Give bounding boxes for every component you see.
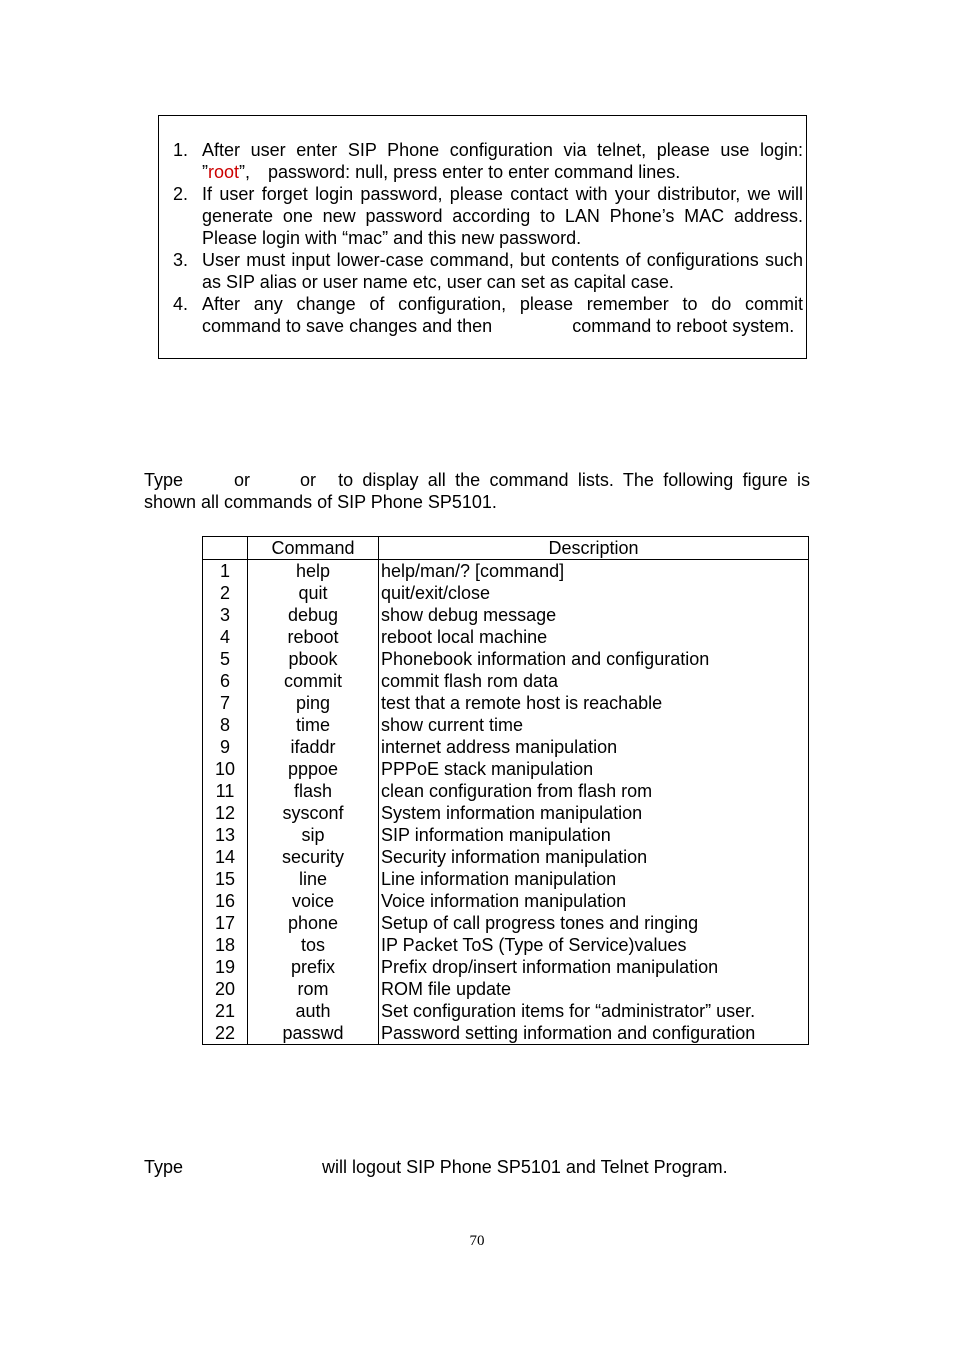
row-command: prefix: [248, 956, 379, 978]
note-text-post: command to reboot system.: [572, 316, 795, 336]
row-command: voice: [248, 890, 379, 912]
quit-paragraph: [144, 1156, 810, 1178]
row-command: sip: [248, 824, 379, 846]
row-description: show debug message: [379, 604, 809, 626]
table-row: [203, 582, 809, 604]
root-login-highlight: root: [208, 162, 240, 182]
table-row: [203, 956, 809, 978]
table-row: [203, 1000, 809, 1022]
note-item: [159, 293, 806, 337]
row-index: 1: [203, 560, 248, 583]
row-description: Phonebook information and configuration: [379, 648, 809, 670]
row-description: clean configuration from flash rom: [379, 780, 809, 802]
note-text: [202, 139, 803, 183]
row-index: 3: [203, 604, 248, 626]
row-index: 8: [203, 714, 248, 736]
note-text-pre: After any change of configuration, please remember to do commit command to save changes and then: [202, 294, 803, 336]
table-row: [203, 846, 809, 868]
row-index: 14: [203, 846, 248, 868]
row-description: commit flash rom data: [379, 670, 809, 692]
note-number: 2.: [173, 184, 189, 204]
row-description: internet address manipulation: [379, 736, 809, 758]
para-word: Type: [144, 1157, 184, 1177]
table-row: [203, 890, 809, 912]
row-command: line: [248, 868, 379, 890]
note-number: 4.: [173, 294, 189, 314]
row-index: 16: [203, 890, 248, 912]
row-description: Set configuration items for “administrator” user.: [379, 1000, 809, 1022]
row-command: passwd: [248, 1022, 379, 1045]
row-index: 9: [203, 736, 248, 758]
notes-box: [158, 115, 807, 359]
table-row: [203, 802, 809, 824]
table-row: [203, 912, 809, 934]
table-header-row: [203, 537, 809, 560]
notes-list: [159, 139, 806, 337]
note-number: 3.: [173, 250, 189, 270]
row-description: Line information manipulation: [379, 868, 809, 890]
note-text: User must input lower-case command, but contents of configurations such as SIP alias or user name etc, user can set as capital case.: [202, 250, 803, 292]
row-index: 4: [203, 626, 248, 648]
row-description: Voice information manipulation: [379, 890, 809, 912]
row-description: PPPoE stack manipulation: [379, 758, 809, 780]
row-command: phone: [248, 912, 379, 934]
page-number: 70: [469, 1233, 485, 1249]
row-command: rom: [248, 978, 379, 1000]
header-index: [203, 537, 248, 560]
row-description: ROM file update: [379, 978, 809, 1000]
row-description: test that a remote host is reachable: [379, 692, 809, 714]
row-index: 18: [203, 934, 248, 956]
row-description: System information manipulation: [379, 802, 809, 824]
table-row: [203, 978, 809, 1000]
row-description: Security information manipulation: [379, 846, 809, 868]
row-description: Password setting information and configuration: [379, 1022, 809, 1045]
row-description: IP Packet ToS (Type of Service)values: [379, 934, 809, 956]
note-item: [159, 249, 806, 293]
table-row: [203, 670, 809, 692]
row-command: time: [248, 714, 379, 736]
row-command: debug: [248, 604, 379, 626]
help-paragraph: [144, 469, 810, 513]
note-item: [159, 183, 806, 249]
note-item: [159, 139, 806, 183]
table-row: [203, 626, 809, 648]
command-table: [202, 536, 809, 1045]
row-description: SIP information manipulation: [379, 824, 809, 846]
row-description: quit/exit/close: [379, 582, 809, 604]
table-row: [203, 934, 809, 956]
row-index: 13: [203, 824, 248, 846]
header-description: Description: [379, 537, 809, 560]
row-index: 5: [203, 648, 248, 670]
row-command: pbook: [248, 648, 379, 670]
row-description: reboot local machine: [379, 626, 809, 648]
para-word: or: [300, 470, 317, 490]
table-row: [203, 648, 809, 670]
note-text: [202, 293, 803, 337]
para-word: or: [234, 470, 251, 490]
row-command: auth: [248, 1000, 379, 1022]
row-command: sysconf: [248, 802, 379, 824]
row-command: pppoe: [248, 758, 379, 780]
table-row: [203, 714, 809, 736]
row-description: help/man/? [command]: [379, 560, 809, 583]
row-command: reboot: [248, 626, 379, 648]
row-command: quit: [248, 582, 379, 604]
row-command: flash: [248, 780, 379, 802]
table-row: [203, 758, 809, 780]
row-description: Setup of call progress tones and ringing: [379, 912, 809, 934]
row-command: tos: [248, 934, 379, 956]
row-index: 21: [203, 1000, 248, 1022]
para-word: Type: [144, 470, 184, 490]
row-description: Prefix drop/insert information manipulation: [379, 956, 809, 978]
row-command: commit: [248, 670, 379, 692]
row-command: security: [248, 846, 379, 868]
row-index: 7: [203, 692, 248, 714]
para-text: to display all the command lists. The following figure is shown all commands of SIP Phone SP5101.: [144, 470, 810, 512]
row-index: 12: [203, 802, 248, 824]
table-row: [203, 868, 809, 890]
table-row: [203, 560, 809, 583]
note-text: If user forget login password, please contact with your distributor, we will generate one new password according to LAN Phone’s MAC address. Please login with “mac” and this new password.: [202, 184, 803, 248]
row-index: 19: [203, 956, 248, 978]
table-row: [203, 736, 809, 758]
row-index: 22: [203, 1022, 248, 1045]
para-text: will logout SIP Phone SP5101 and Telnet Program.: [322, 1157, 728, 1177]
row-index: 17: [203, 912, 248, 934]
table-row: [203, 692, 809, 714]
header-command: Command: [248, 537, 379, 560]
row-description: show current time: [379, 714, 809, 736]
row-index: 10: [203, 758, 248, 780]
note-text-post: ”, password: null, press enter to enter command lines.: [239, 162, 681, 182]
row-command: ifaddr: [248, 736, 379, 758]
row-index: 11: [203, 780, 248, 802]
table-row: [203, 780, 809, 802]
table-row: [203, 824, 809, 846]
note-text-pre: After user enter SIP Phone configuration via telnet, please use login: ”: [202, 140, 803, 182]
note-number: 1.: [173, 140, 189, 160]
table-row: [203, 604, 809, 626]
row-index: 2: [203, 582, 248, 604]
row-index: 6: [203, 670, 248, 692]
row-command: ping: [248, 692, 379, 714]
table-row: [203, 1022, 809, 1045]
row-index: 20: [203, 978, 248, 1000]
row-index: 15: [203, 868, 248, 890]
row-command: help: [248, 560, 379, 583]
